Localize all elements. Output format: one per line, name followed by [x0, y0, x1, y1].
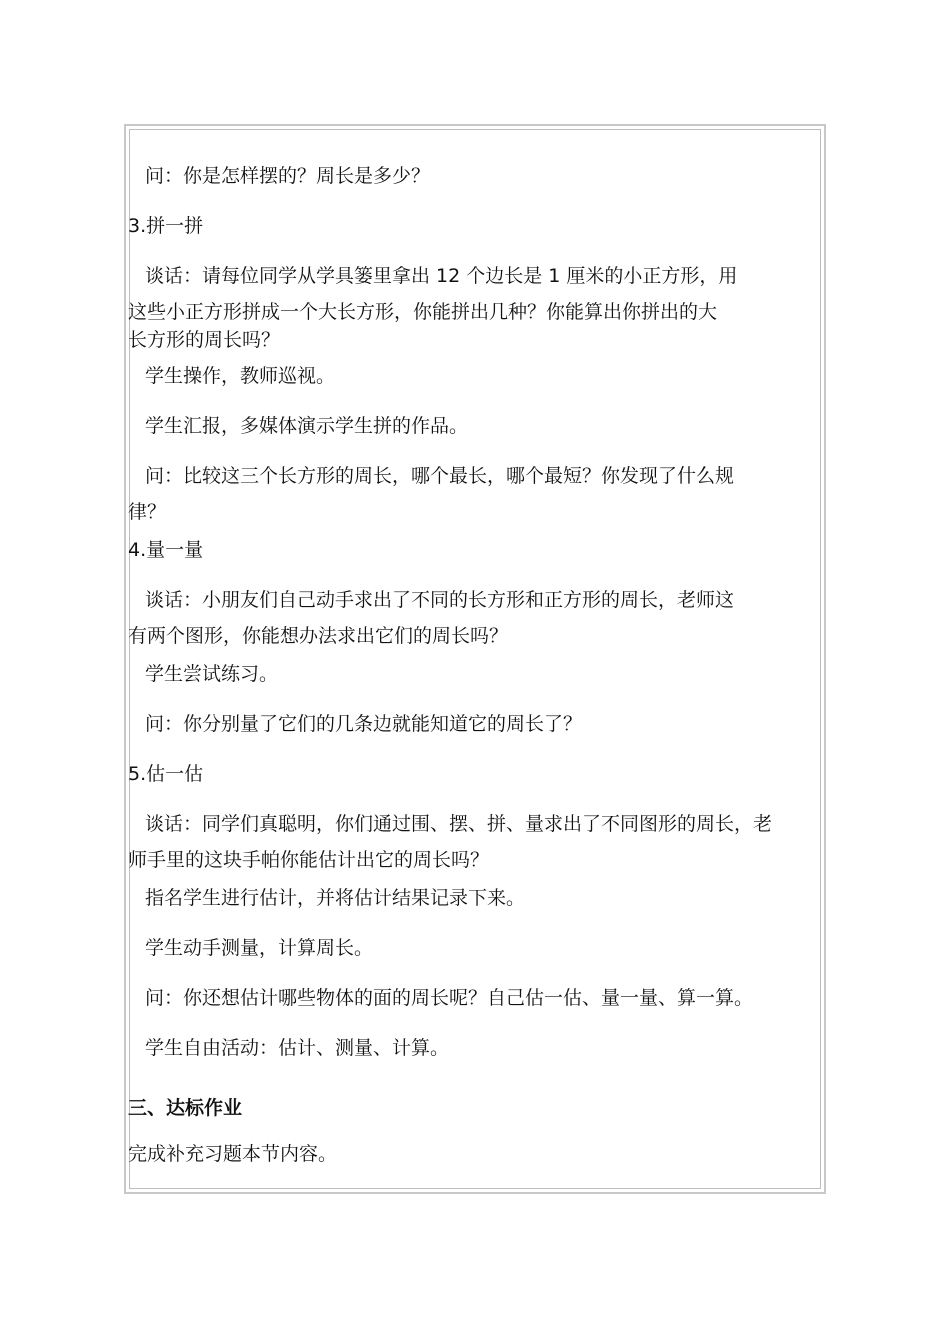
text-line: 问：你是怎样摆的？周长是多少？: [145, 165, 431, 187]
text-line: 有两个图形，你能想办法求出它们的周长吗？: [128, 625, 509, 647]
section-heading: 3.拼一拼: [128, 215, 204, 237]
text-line: 学生自由活动：估计、测量、计算。: [145, 1037, 450, 1059]
text-line: 问：比较这三个长方形的周长，哪个最长，哪个最短？你发现了什么规: [145, 465, 735, 487]
section-heading: 5.估一估: [128, 763, 204, 785]
text-line: 学生汇报，多媒体演示学生拼的作品。: [145, 415, 469, 437]
text-line: 律？: [128, 501, 167, 523]
text-line: 谈话：请每位同学从学具篓里拿出 12 个边长是 1 厘米的小正方形，用: [145, 265, 738, 287]
text-line: 谈话：同学们真聪明，你们通过围、摆、拼、量求出了不同图形的周长，老: [145, 813, 773, 835]
text-line: 指名学生进行估计，并将估计结果记录下来。: [145, 887, 526, 909]
text-line: 长方形的周长吗？: [128, 329, 281, 351]
document-body: [126, 126, 824, 1192]
text-line: 问：你分别量了它们的几条边就能知道它的周长了？: [145, 713, 583, 735]
text-line: 谈话：小朋友们自己动手求出了不同的长方形和正方形的周长，老师这: [145, 589, 735, 611]
text-line: 完成补充习题本节内容。: [128, 1143, 338, 1165]
document-frame: [124, 124, 826, 1194]
text-line: 这些小正方形拼成一个大长方形，你能拼出几种？你能算出你拼出的大: [128, 301, 718, 323]
text-line: 问：你还想估计哪些物体的面的周长呢？自己估一估、量一量、算一算。: [145, 987, 754, 1009]
section-heading: 三、达标作业: [128, 1097, 243, 1119]
section-heading: 4.量一量: [128, 539, 204, 561]
text-line: 学生动手测量，计算周长。: [145, 937, 374, 959]
text-line: 学生尝试练习。: [145, 663, 279, 685]
text-line: 师手里的这块手帕你能估计出它的周长吗？: [128, 849, 490, 871]
text-line: 学生操作，教师巡视。: [145, 365, 336, 387]
